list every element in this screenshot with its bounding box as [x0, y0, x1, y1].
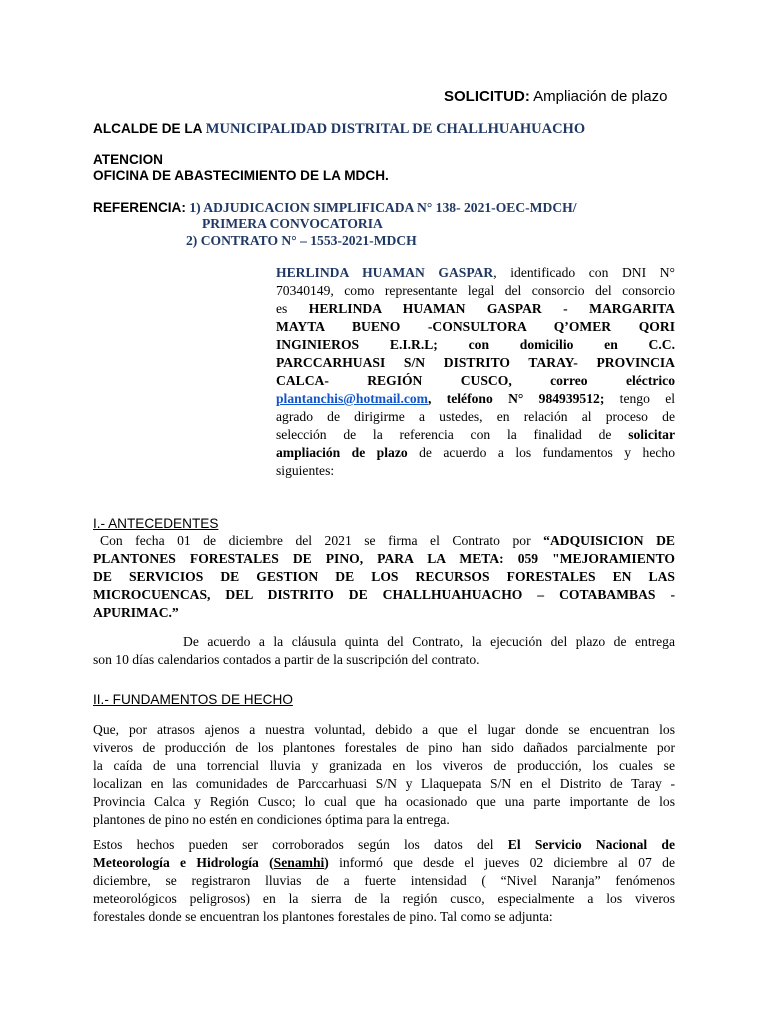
office-line: OFICINA DE ABASTECIMIENTO DE LA MDCH. [93, 168, 389, 183]
addressee-entity: MUNICIPALIDAD DISTRITAL DE CHALLHUAHUACHO [205, 121, 586, 137]
subject-label: SOLICITUD: [444, 88, 530, 105]
intro-line-8: plantanchis@hotmail.com, teléfono N° 984939512; tengo el [276, 391, 675, 406]
fundamentos-line-4: localizan en las comunidades de Parccarhuasi S/N y Llaquepata S/N en el Distrito de Taray - [93, 776, 675, 791]
senamhi-line-5: forestales donde se encuentran los plantones forestales de pino. Tal como se adjunta: [93, 909, 553, 924]
request-subject [444, 88, 667, 105]
sender-name: HERLINDA HUAMAN GASPAR [276, 265, 494, 280]
antecedentes-line-1: Con fecha 01 de diciembre del 2021 se firma el Contrato por “ADQUISICION DE [100, 533, 676, 548]
phone-number: , teléfono N° 984939512; [428, 391, 605, 406]
referencia-item-1: 1) ADJUDICACION SIMPLIFICADA N° 138- 2021-OEC-MDCH/ [189, 200, 577, 215]
intro-line-1: HERLINDA HUAMAN GASPAR, identificado con DNI N° [276, 265, 675, 280]
plazo-line-2: son 10 días calendarios contados a partir de la suscripción del contrato. [93, 652, 480, 667]
fundamentos-line-2: viveros de producción de los plantones forestales de pino han sido dañados parcialmente por [93, 740, 675, 755]
plazo-line-1: De acuerdo a la cláusula quinta del Contrato, la ejecución del plazo de entrega [183, 634, 675, 649]
intro-line-11: ampliación de plazo de acuerdo a los fundamentos y hecho [276, 445, 675, 460]
fundamentos-line-3: la caída de una torrencial lluvia y granizada en los viveros de producción, los cuales se [93, 758, 675, 773]
referencia-line-2: PRIMERA CONVOCATORIA [202, 216, 383, 231]
intro-line-4: MAYTA BUENO -CONSULTORA Q’OMER QORI [276, 319, 675, 334]
fundamentos-line-5: Provincia Calca y Región Cusco; lo cual que ha ocasionado que una parte importante de los [93, 794, 675, 809]
intro-line-3: es HERLINDA HUAMAN GASPAR - MARGARITA [276, 301, 675, 316]
intro-line-6: PARCCARHUASI S/N DISTRITO TARAY- PROVINCIA [276, 355, 675, 370]
antecedentes-line-4: MICROCUENCAS, DEL DISTRITO DE CHALLHUAHUACHO – COTABAMBAS - [93, 587, 675, 602]
senamhi-line-4: meteorológicos peligrosos) en la sierra de la región cusco, especialmente a los viveros [93, 891, 675, 906]
senamhi-line-2: Meteorología e Hidrología (Senamhi) informó que desde el jueves 02 diciembre al 07 de [93, 855, 675, 870]
referencia-line-1 [93, 200, 577, 216]
intro-line-10: selección de la referencia con la finalidad de solicitar [276, 427, 675, 442]
fundamentos-line-6: plantones de pino no estén en condiciones óptima para la entrega. [93, 812, 450, 827]
senamhi-line-3: diciembre, se registraron lluvias de a fuerte intensidad ( “Nivel Naranja” fenómenos [93, 873, 675, 888]
antecedentes-line-2: PLANTONES FORESTALES DE PINO, PARA LA META: 059 "MEJORAMIENTO [93, 551, 675, 566]
intro-line-12: siguientes: [276, 463, 335, 478]
intro-line-5: INGINIEROS E.I.R.L; con domicilio en C.C. [276, 337, 675, 352]
referencia-label: REFERENCIA: [93, 200, 186, 215]
antecedentes-line-5: APURIMAC.” [93, 605, 179, 620]
referencia-line-3: 2) CONTRATO N° – 1553-2021-MDCH [186, 233, 417, 248]
section-fundamentos-heading: II.- FUNDAMENTOS DE HECHO [93, 692, 293, 707]
intro-line-2: 70340149, como representante legal del consorcio del consorcio [276, 283, 675, 298]
subject-value: Ampliación de plazo [533, 88, 668, 105]
addressee-prefix: ALCALDE DE LA [93, 121, 202, 136]
atencion-label: ATENCION [93, 152, 163, 167]
senamhi-line-1: Estos hechos pueden ser corroborados según los datos del El Servicio Nacional de [93, 837, 675, 852]
email-link[interactable]: plantanchis@hotmail.com [276, 391, 428, 406]
section-antecedentes-heading: I.- ANTECEDENTES [93, 516, 219, 531]
senamhi-abbrev: Senamhi [273, 855, 325, 870]
intro-line-7: CALCA- REGIÓN CUSCO, correo eléctrico [276, 373, 675, 388]
addressee-line [93, 121, 585, 138]
antecedentes-line-3: DE SERVICIOS DE GESTION DE LOS RECURSOS FORESTALES EN LAS [93, 569, 675, 584]
intro-line-9: agrado de dirigirme a ustedes, en relación al proceso de [276, 409, 675, 424]
fundamentos-line-1: Que, por atrasos ajenos a nuestra voluntad, debido a que el lugar donde se encuentran los [93, 722, 675, 737]
